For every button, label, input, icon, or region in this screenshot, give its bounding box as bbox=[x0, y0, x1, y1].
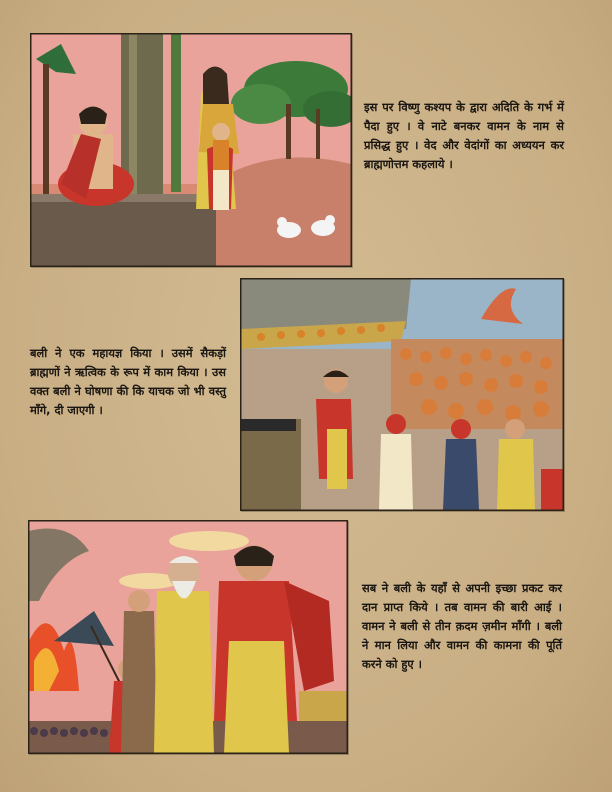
panel-3-artwork bbox=[29, 521, 347, 753]
caption-3 bbox=[362, 579, 562, 674]
caption-2-text: बली ने एक महायज्ञ किया । उसमें सैकड़ों ब्राह्मणों ने ऋत्विक के रूप में काम किया । उस वक्त बली ने घोषणा की कि याचक जो भी वस्तु माँगे, दी जाएगी । bbox=[30, 346, 226, 417]
caption-1-text: इस पर विष्णु कश्यप के द्वारा अदिति के गर्भ में पैदा हुए । वे नाटे बनकर वामन के नाम से प्रसिद्ध हुए । वेद और वेदांगों का अध्ययन कर ब्राह्मणोत्तम कहलाये । bbox=[364, 100, 564, 171]
illustration-panel-2 bbox=[240, 278, 564, 511]
illustration-panel-1 bbox=[30, 33, 352, 267]
illustration-panel-3 bbox=[28, 520, 348, 754]
panel-1-artwork bbox=[31, 34, 351, 266]
caption-3-text: सब ने बली के यहाँ से अपनी इच्छा प्रकट कर दान प्राप्त किये । तब वामन की बारी आई । वामन ने बली से तीन क़दम ज़मीन माँगी । बली ने मान लिया और वामन की कामना की पूर्ति करने को हुए । bbox=[362, 581, 562, 671]
caption-1 bbox=[364, 98, 564, 174]
caption-2 bbox=[30, 344, 226, 420]
panel-2-artwork bbox=[241, 279, 563, 510]
